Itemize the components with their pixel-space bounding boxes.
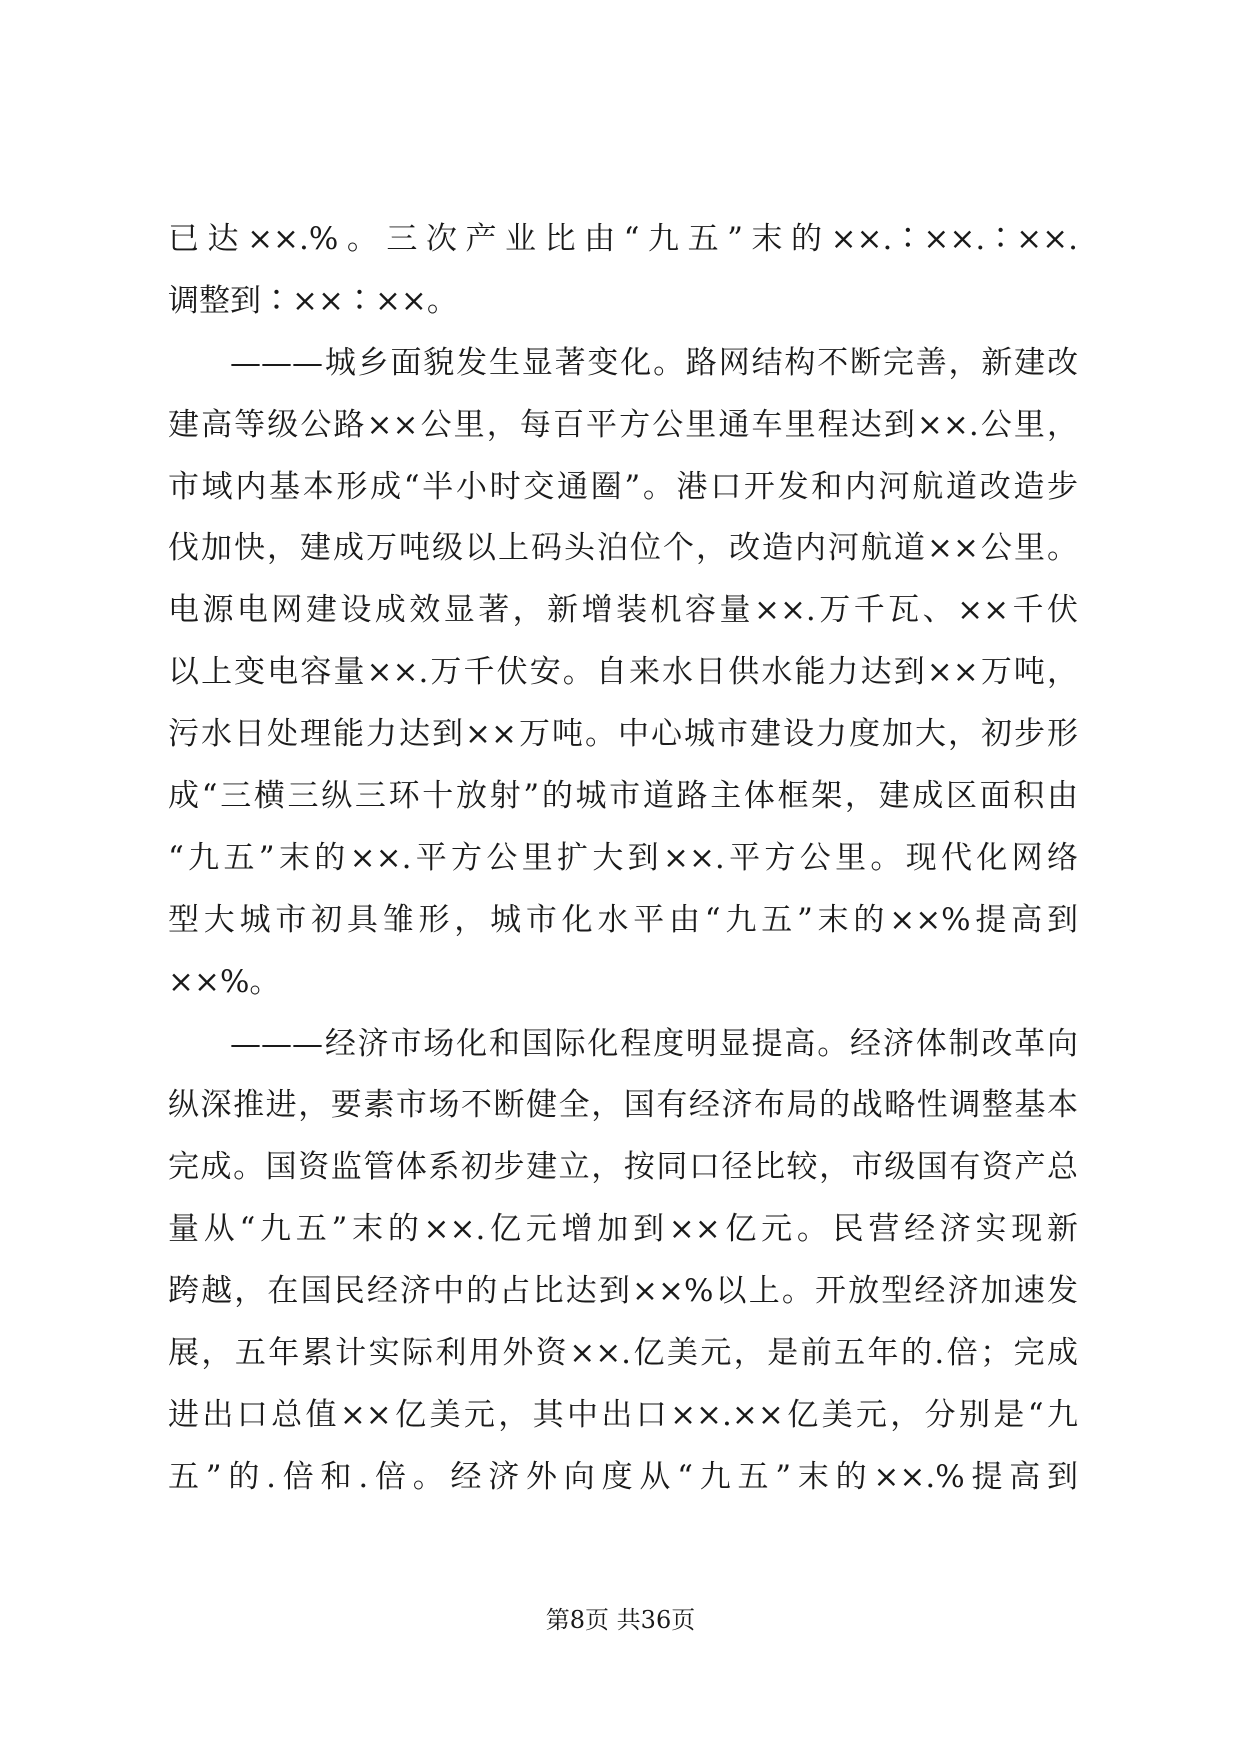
- text-line: 五”的.倍和.倍。经济外向度从“九五”末的××.%提高到: [168, 1458, 1078, 1495]
- text-line: 电源电网建设成效显著，新增装机容量××.万千瓦、××千伏: [168, 592, 1078, 629]
- text-line: 调整到∶××∶××。: [168, 282, 458, 319]
- text-line: 市域内基本形成“半小时交通圈”。港口开发和内河航道改造步: [168, 468, 1078, 505]
- text-line: 型大城市初具雏形，城市化水平由“九五”末的××%提高到: [168, 901, 1078, 938]
- text-line: “九五”末的××.平方公里扩大到××.平方公里。现代化网络: [168, 839, 1078, 876]
- text-line: 完成。国资监管体系初步建立，按同口径比较，市级国有资产总: [168, 1149, 1078, 1186]
- text-line: 进出口总值××亿美元，其中出口××.××亿美元，分别是“九: [168, 1396, 1078, 1433]
- text-line: 成“三横三纵三环十放射”的城市道路主体框架，建成区面积由: [168, 778, 1078, 815]
- text-line: 已达××.%。三次产业比由“九五”末的××.∶××.∶××.: [168, 221, 1078, 257]
- text-line: 跨越，在国民经济中的占比达到××%以上。开放型经济加速发: [168, 1273, 1078, 1310]
- text-line: 量从“九五”末的××.亿元增加到××亿元。民营经济实现新: [168, 1211, 1078, 1248]
- paragraph-start-line: ———经济市场化和国际化程度明显提高。经济体制改革向: [230, 1025, 1078, 1062]
- text-line: 污水日处理能力达到××万吨。中心城市建设力度加大，初步形: [168, 716, 1078, 753]
- page-number-footer: 第8页 共36页: [545, 1606, 696, 1634]
- text-line: 以上变电容量××.万千伏安。自来水日供水能力达到××万吨，: [168, 654, 1078, 691]
- body-text: [168, 209, 1078, 1509]
- text-line: ××%。: [168, 963, 281, 1000]
- text-line: 展，五年累计实际利用外资××.亿美元，是前五年的.倍；完成: [168, 1335, 1078, 1372]
- text-line: 建高等级公路××公里，每百平方公里通车里程达到××.公里，: [168, 406, 1078, 443]
- text-line: 伐加快，建成万吨级以上码头泊位个，改造内河航道××公里。: [168, 530, 1078, 567]
- paragraph-start-line: ———城乡面貌发生显著变化。路网结构不断完善，新建改: [230, 344, 1078, 381]
- text-line: 纵深推进，要素市场不断健全，国有经济布局的战略性调整基本: [168, 1087, 1078, 1124]
